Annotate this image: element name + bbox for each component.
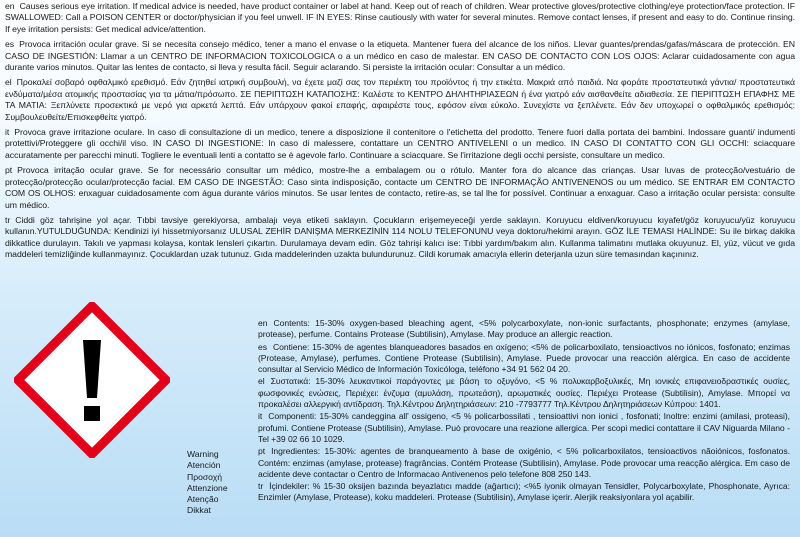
signal-word: Dikkat (187, 505, 211, 516)
signal-word: Warning (187, 449, 219, 459)
signal-word: Atención (187, 460, 221, 471)
ingredients-block (258, 318, 790, 505)
signal-word: Atenção (187, 494, 219, 505)
exclamation-mark-hazard-icon (14, 302, 170, 458)
warning-en: en Causes serious eye irritation. If medical advice is needed, have product container or label at hand. Keep out of reach of children. Wear protective gloves/protective clothing/eye protection/face protection. IF SWALLOWED: Call a POISON CENTER or doctor/physician if you feel unwell. IF IN EYES: Rinse cautiously with water for several minutes. Remove contact lenses, if present and easy to do. Continue rinsing. If eye irritation persists: Get medical advice/attention. (5, 1, 795, 34)
signal-word: Προσοχή (187, 471, 223, 482)
ingredients-pt: pt Ingredientes: 15-30%: agentes de branqueamento à base de oxigénio, < 5% policarboxilatos, tensioactivos nãoiónicos, fosfonatos. Contém: enzimas (amylase, protease) fragrâncias. Contém Protease (Subtilisin), Amylase. Pode provocar uma reacção alérgica. Em caso de acidente deve contactar o Centro de Informacao Antivenenos pelo telefone 808 250 143. (258, 446, 790, 479)
signal-word: Attenzione (187, 482, 228, 493)
warning-el: el Προκαλεί σοβαρό οφθαλμικό ερεθισμό. Εάν ζητηθεί ιατρική συμβουλή, να έχετε μαζί σας τον περιέκτη του προϊόντος ή την ετικέτα. Μακριά από παιδιά. Να φοράτε προστατευτικά γάντια/ προστατευτικά ενδύματα/μέσα ατομικής προστασίας για τα μάτια/πρόσωπο. ΣΕ ΠΕΡΙΠΤΩΣΗ ΚΑΤΑΠΟΣΗΣ: Καλέστε το ΚΕΝΤΡΟ ΔΗΛΗΤΗΡΙΑΣΕΩΝ ή ένα γιατρό εάν αισθανθείτε αδιαθεσία. ΣΕ ΠΕΡΙΠΤΩΣΗ ΕΠΑΦΗΣ ΜΕ ΤΑ ΜΑΤΙΑ: Ξεπλύνετε προσεκτικά με νερό για αρκετά λεπτά. Εάν υπάρχουν φακοί επαφής, αφαιρέστε τους, εφόσον είναι εύκολο. Συνεχίστε να ξεπλένετε. Εάν δεν υποχωρεί ο οφθαλμικός ερεθισμός: Συμβουλευθείτε/Επισκεφθείτε γιατρό. (5, 77, 795, 122)
ingredients-en: en Contents: 15-30% oxygen-based bleaching agent, <5% polycarboxylate, non-ionic surfactants, phosphonate; enzymes (amylase, protease), perfume. Contains Protease (Subtilisin), Amylase. May produce an allergic reaction. (258, 318, 790, 340)
warning-es: es Provoca irritación ocular grave. Si se necesita consejo médico, tener a mano el envase o la etiqueta. Mantener fuera del alcance de los niños. Llevar guantes/prendas/gafas/máscara de protección. EN CASO DE INGESTIÓN: Llamar a un CENTRO DE INFORMACION TOXICOLOGICA o a un médico en caso de malestar. EN CASO DE CONTACTO CON LOS OJOS: Aclarar cuidadosamente con agua durante varios minutos. Quitar las lentes de contacto, si lleva y resulta fácil. Seguir aclarando. Si persiste la irritación ocular: Consultar a un médico. (5, 39, 795, 73)
warning-it: it Provoca grave irritazione oculare. In caso di consultazione di un medico, tenere a disposizione il contenitore o l'etichetta del prodotto. Tenere fuori dalla portata dei bambini. Indossare guanti/ indumenti protettivi/Proteggere gli occhi/il viso. IN CASO DI INGESTIONE: In caso di malessere, contattare un CENTRO ANTIVELENI o un medico. IN CASO DI CONTATTO CON GLI OCCHI: sciacquare accuratamente per parecchi minuti. Togliere le eventuali lenti a contatto se è agevole farlo. Continuare a sciacquare. Se l'irritazione degli occhi persiste, consultare un medico. (5, 127, 795, 160)
ingredients-el: el Συστατικά: 15-30% λευκαντικοί παράγοντες με βάση το οξυγόνο, <5 % πολυκαρβοξυλικές, Μη ιονικές επιφανειοδραστικές ουσίες, φωσφονικές ενώσεις, Περιέχει: ένζυμα (αμυλάση, πρωτεάση), αρωματικές ουσίες. Περιέχει Protease (Subtilisin), Amylase. Μπορεί να προκαλέσει αλλεργική αντίδραση. Τηλ.Κέντρου Δηλητηριάσεων: 210 -7793777 Τηλ.Κέντρου Δηλητηριάσεων Κύπρου: 1401. (258, 376, 790, 410)
warning-pt: pt Provoca irritação ocular grave. Se for necessário consultar um médico, mostre-lhe a embalagem ou o rótulo. Manter fora do alcance das crianças. Usar luvas de protecção/vestuário de protecção/protecção ocular/protecção facial. EM CASO DE INGESTÃO: Caso sinta indisposição, contacte um CENTRO DE INFORMAÇÃO ANTIVENENOS ou um médico. SE ENTRAR EM CONTACTO COM OS OLHOS: enxaguar cuidadosamente com água durante vários minutos. Se usar lentes de contacto, retire-as, se tal lhe for possível. Continuar a enxaguar. Caso a irritação ocular persista: consulte um médico. (5, 165, 795, 210)
signal-words (187, 449, 257, 517)
ingredients-tr: tr İçindekiler: % 15-30 oksijen bazında beyazlatıcı madde (ağartıcı); <%5 iyonik olmayan Tensidler, Polycarboxylate, Phosphonate, Ayrıca: Enzimler (Amylase, Protease), koku maddeleri. Protease (Subtilisin), Amylase içerir. Alerjik reaksiyonlara yol açabilir. (258, 481, 790, 503)
hazard-statements (5, 1, 795, 265)
warning-tr: tr Ciddi göz tahrişine yol açar. Tıbbi tavsiye gerekiyorsa, ambalajı veya etiketi saklayın. Çocukların erişemeyeceği yerde saklayın. Koruyucu eldiven/koruyucu kıyafet/göz koruyucu/yüz koruyucu kullanın.YUTULDUĞUNDA: Kendinizi iyi hissetmiyorsanız ULUSAL ZEHİR DANIŞMA MERKEZİNİN 114 NOLU TELEFONUNU veya doktoru/hekimi arayın. GÖZ İLE TEMASI HALİNDE: Su ile birkaç dakika dikkatlice durulayın. Takılı ve yapması kolaysa, kontak lensleri çıkartın. Durulamaya devam edin. Göz tahrişi kalıcı ise: Tıbbi yardım/bakım alın. Kullanma talimatını mutlaka okuyunuz. El, yüz, vücut ve gıda maddeleri temizliğinde kullanmayınız. Çocuklardan uzak tutunuz. Gıda maddelerinden uzakta bulundurunuz. Cildi korumak amacıyla ellerin deterjanla uzun süre temasından kaçınınız. (5, 214, 795, 260)
ingredients-es: es Contiene: 15-30% de agentes blanqueadores basados en oxígeno; <5% de policarboxilato, tensioactivos no iónicos, fosfonato; enzimas (Protease, Amylase), perfumes. Contiene Protease (Subtilisin), Amylase. Puede provocar una reacción alérgica. En caso de accidente consultar al Servicio Médico de Información Toxicóloga, teléfono +34 91 562 04 20. (258, 341, 790, 375)
ingredients-it: it Componenti: 15-30% candeggina all' ossigeno, <5 % policarbossilati , tensioattivi non ionici , fosfonati; Inoltre: enzimi (amilasi, proteasi), profumi. Contiene Protease (Subtilisin), Amylase. Può provocare una reazione allergica. Per scopi medici contattare il CAV Niguarda Milano - Tel +39 02 66 10 1029. (258, 411, 790, 444)
